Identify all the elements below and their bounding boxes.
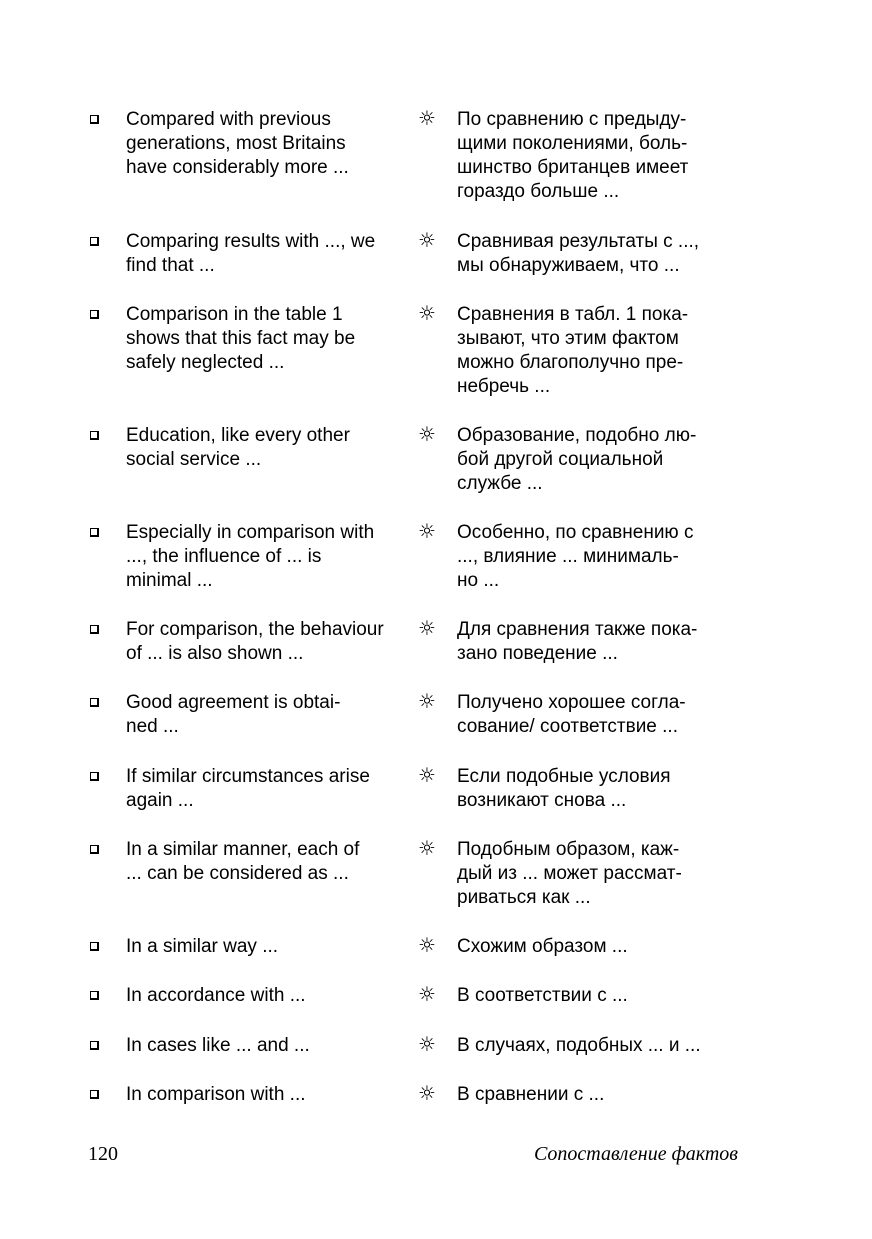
sun-icon: ☼ <box>418 1081 436 1105</box>
sun-icon: ☼ <box>418 301 436 325</box>
english-phrase: In a similar way ... <box>126 936 279 957</box>
english-phrase: Compared with previous generations, most Britains have considerably more ... <box>126 109 349 178</box>
english-phrase: In cases like ... and ... <box>126 1035 310 1056</box>
running-footer-title: Сопоставление фактов <box>533 1143 738 1165</box>
checkbox-bullet-icon <box>90 431 99 440</box>
russian-phrase: Образование, подобно лю- бой другой социальной службе ... <box>457 425 697 494</box>
russian-phrase: Сравнивая результаты с ..., мы обнаруживаем, что ... <box>457 231 700 276</box>
checkbox-bullet-icon <box>90 1041 99 1050</box>
russian-phrase: Особенно, по сравнению с ..., влияние ... минималь- но ... <box>457 522 694 591</box>
sun-icon: ☼ <box>418 836 436 860</box>
russian-phrase: Для сравнения также пока- зано поведение ... <box>457 619 698 664</box>
page-number: 120 <box>88 1143 118 1165</box>
russian-phrase: В сравнении с ... <box>457 1084 605 1105</box>
checkbox-bullet-icon <box>90 772 99 781</box>
sun-icon: ☼ <box>418 228 436 252</box>
russian-phrase: Схожим образом ... <box>457 936 628 957</box>
sun-icon: ☼ <box>418 933 436 957</box>
russian-phrase: Подобным образом, каж- дый из ... может рассмат- риваться как ... <box>457 839 682 908</box>
english-phrase: Especially in comparison with ..., the influence of ... is minimal ... <box>126 522 375 591</box>
checkbox-bullet-icon <box>90 698 99 707</box>
checkbox-bullet-icon <box>90 115 99 124</box>
sun-icon: ☼ <box>418 616 436 640</box>
english-phrase: For comparison, the behaviour of ... is also shown ... <box>126 619 384 664</box>
english-phrase: Comparing results with ..., we find that ... <box>126 231 376 276</box>
checkbox-bullet-icon <box>90 625 99 634</box>
russian-phrase: Сравнения в табл. 1 пока- зывают, что этим фактом можно благополучно пре- небречь ... <box>457 304 689 397</box>
english-phrase: In a similar manner, each of ... can be considered as ... <box>126 839 360 884</box>
english-phrase: Comparison in the table 1 shows that this fact may be safely neglected ... <box>126 304 356 373</box>
english-phrase: In comparison with ... <box>126 1084 306 1105</box>
checkbox-bullet-icon <box>90 1090 99 1099</box>
checkbox-bullet-icon <box>90 845 99 854</box>
checkbox-bullet-icon <box>90 991 99 1000</box>
russian-phrase: Если подобные условия возникают снова ... <box>457 766 671 811</box>
russian-phrase: В случаях, подобных ... и ... <box>457 1035 701 1056</box>
sun-icon: ☼ <box>418 1032 436 1056</box>
sun-icon: ☼ <box>418 982 436 1006</box>
checkbox-bullet-icon <box>90 310 99 319</box>
english-phrase: In accordance with ... <box>126 985 306 1006</box>
russian-phrase: Получено хорошее согла- сование/ соответствие ... <box>457 692 686 737</box>
sun-icon: ☼ <box>418 689 436 713</box>
russian-phrase: По сравнению с предыду- щими поколениями, боль- шинство британцев имеет гораздо больше ... <box>457 109 689 202</box>
checkbox-bullet-icon <box>90 237 99 246</box>
english-phrase: Education, like every other social service ... <box>126 425 350 470</box>
sun-icon: ☼ <box>418 519 436 543</box>
english-phrase: If similar circumstances arise again ... <box>126 766 370 811</box>
checkbox-bullet-icon <box>90 528 99 537</box>
sun-icon: ☼ <box>418 422 436 446</box>
checkbox-bullet-icon <box>90 942 99 951</box>
sun-icon: ☼ <box>418 763 436 787</box>
sun-icon: ☼ <box>418 106 436 130</box>
english-phrase: Good agreement is obtai- ned ... <box>126 692 341 737</box>
russian-phrase: В соответствии с ... <box>457 985 628 1006</box>
